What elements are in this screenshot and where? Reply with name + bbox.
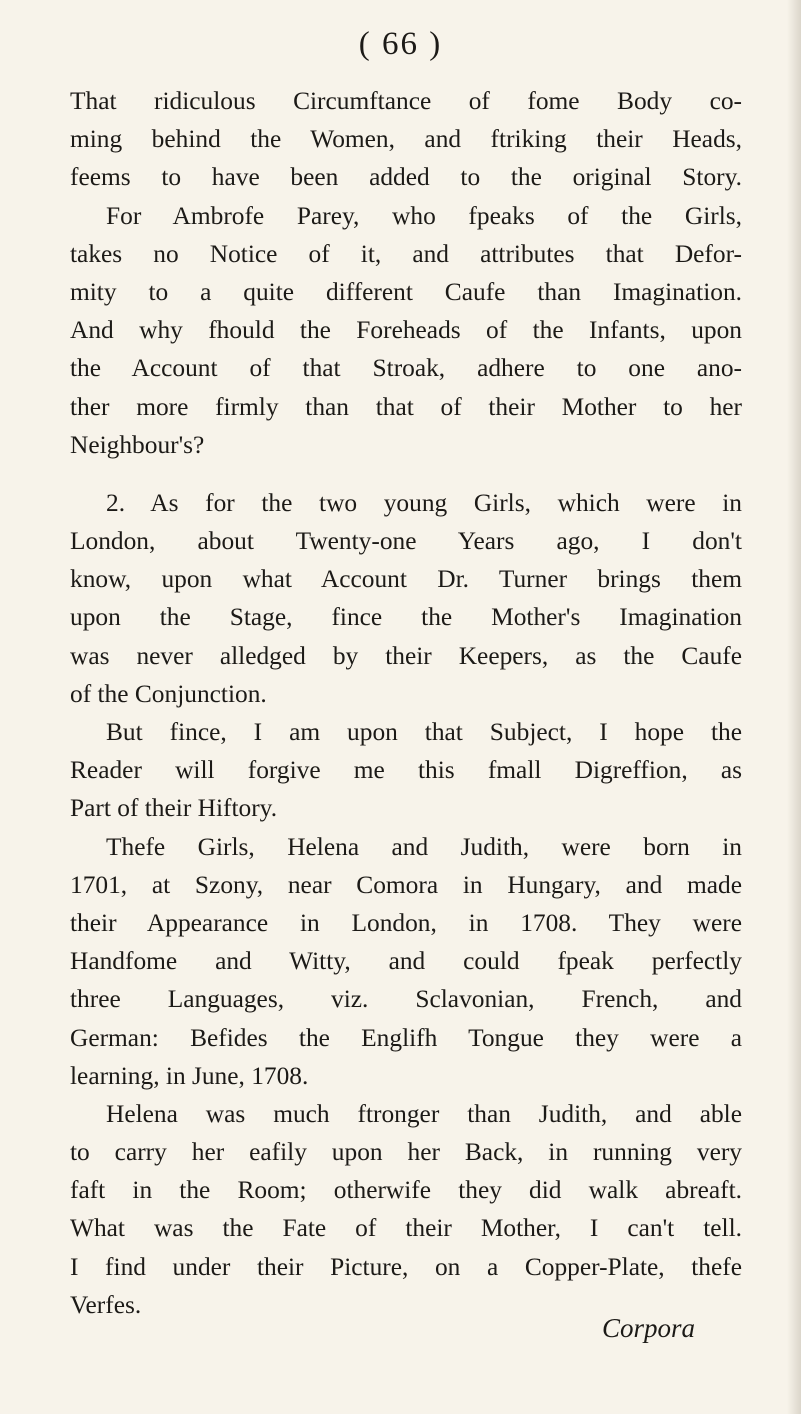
text-line: Verfes. [70, 1290, 142, 1319]
text-line: What was the Fate of their Mother, I can't tell. [70, 1214, 742, 1243]
text-line: And why fhould the Foreheads of the Infants, upon [70, 316, 742, 345]
text-line: learning, in June, 1708. [70, 1061, 309, 1090]
text-line: of the Conjunction. [70, 679, 267, 708]
text-line: For Ambrofe Parey, who fpeaks of the Girls, [106, 201, 742, 230]
text-line: Neighbour's? [70, 430, 205, 459]
text-line: That ridiculous Circumftance of fome Body co- [70, 87, 742, 115]
text-line: 2. As for the two young Girls, which were in [106, 488, 742, 517]
text-line: to carry her eafily upon her Back, in running very [70, 1138, 742, 1167]
text-line: Thefe Girls, Helena and Judith, were born in [106, 832, 742, 861]
text-line: Handfome and Witty, and could fpeak perfectly [70, 947, 742, 976]
catchword: Corpora [602, 1313, 696, 1343]
text-line: faft in the Room; otherwife they did walk abreaft. [70, 1176, 742, 1205]
text-line: three Languages, viz. Sclavonian, French, and [70, 985, 742, 1014]
text-line: upon the Stage, fince the Mother's Imagination [70, 603, 742, 632]
text-line: ming behind the Women, and ftriking their Heads, [70, 125, 742, 154]
text-line: Part of their Hiftory. [70, 794, 278, 823]
text-line: know, upon what Account Dr. Turner brings them [70, 565, 742, 594]
text-line: the Account of that Stroak, adhere to one ano- [70, 354, 742, 383]
text-line: ther more firmly than that of their Mother to her [70, 392, 742, 421]
paragraph-gap [70, 464, 742, 484]
text-line: was never alledged by their Keepers, as the Caufe [70, 641, 742, 670]
text-line: 1701, at Szony, near Comora in Hungary, and made [70, 870, 742, 899]
body-text [70, 82, 742, 1324]
text-line: London, about Twenty-one Years ago, I don't [70, 527, 742, 556]
text-line: I find under their Picture, on a Copper-Plate, thefe [70, 1252, 742, 1281]
text-line: takes no Notice of it, and attributes that Defor- [70, 239, 742, 268]
text-line: German: Befides the Englifh Tongue they were a [70, 1023, 742, 1052]
text-line: feems to have been added to the original Story. [70, 163, 742, 192]
text-line: But fince, I am upon that Subject, I hope the [106, 718, 742, 746]
page-number: ( 66 ) [358, 26, 443, 62]
text-line: Reader will forgive me this fmall Digreffion, as [70, 756, 742, 785]
text-line: their Appearance in London, in 1708. They were [70, 908, 742, 937]
page-edge-shadow [787, 0, 801, 1414]
text-line: mity to a quite different Caufe than Imagination. [70, 277, 742, 306]
text-line: Helena was much ftronger than Judith, and able [106, 1099, 742, 1128]
